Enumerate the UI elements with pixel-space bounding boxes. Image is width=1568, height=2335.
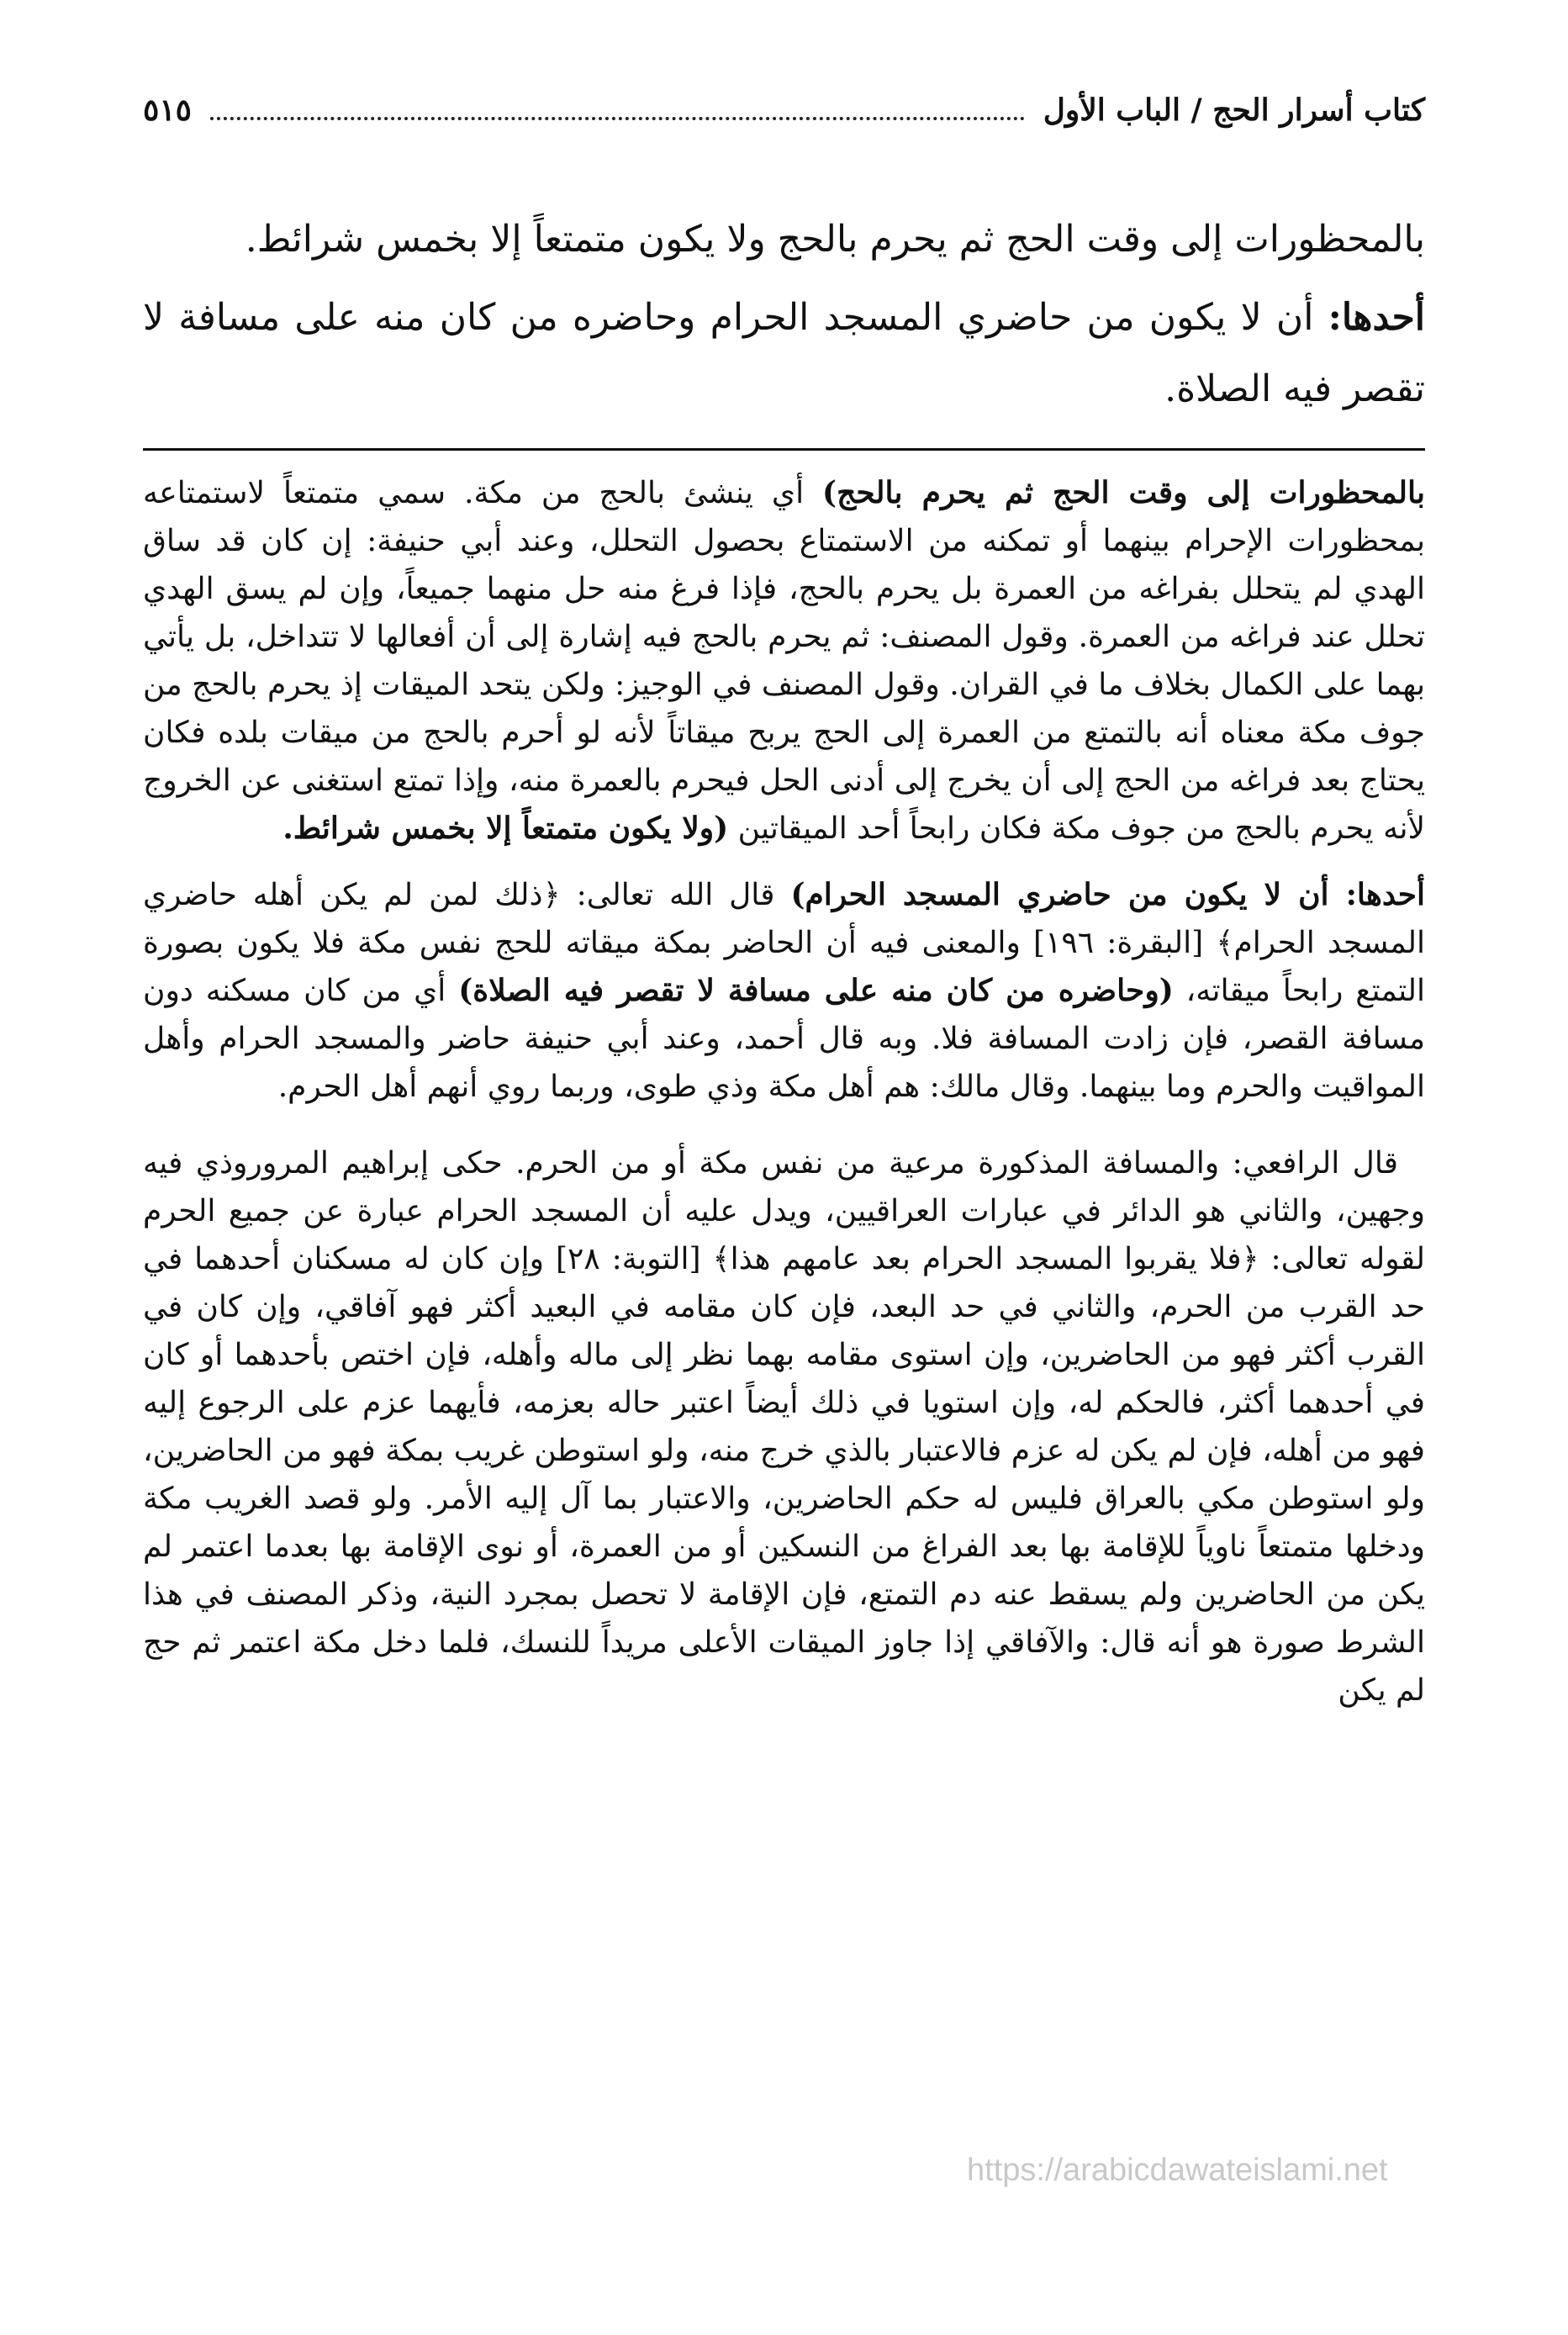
- running-header: [143, 92, 1425, 143]
- book-page: [143, 92, 1425, 1714]
- commentary-separator: [143, 448, 1425, 451]
- commentary-2-lead: أحدها: أن لا يكون من حاضري المسجد الحرام): [790, 877, 1425, 912]
- commentary-paragraph-3: قال الرافعي: والمسافة المذكورة مرعية من نفس مكة أو من الحرم. حكى إبراهيم المروروذي فيه وجهين، والثاني هو الدائر في عبارات العراقيين، ويدل عليه أن المسجد الحرام عبارة عن جميع الحرم لقوله تعالى: ﴿فلا يقربوا المسجد الحرام بعد عامهم هذا﴾ [التوبة: ٢٨] وإن كان له مسكنان أحدهما في حد القرب من الحرم، والثاني في حد البعد، فإن كان مقامه في البعيد أكثر فهو آفاقي، وإن كان في القرب أكثر فهو من الحاضرين، وإن استوى مقامه بهما نظر إلى ماله وأهله، فإن اختص بأحدهما أو كان في أحدهما أكثر، فالحكم له، وإن استويا في ذلك أيضاً اعتبر حاله بعزمه، فأيهما عزم على الرجوع إليه فهو من أهله، فإن لم يكن له عزم فالاعتبار بالذي خرج منه، ولو استوطن غريب بمكة فهو من الحاضرين، ولو استوطن مكي بالعراق فليس له حكم الحاضرين، والاعتبار بما آل إليه الأمر. ولو قصد الغريب مكة ودخلها متمتعاً ناوياً للإقامة بها بعد الفراغ من النسكين أو من العمرة، أو نوى الإقامة بها بعدما اعتمر لم يكن من الحاضرين ولم يسقط عنه دم التمتع، فإن الإقامة لا تحصل بمجرد النية، وذكر المصنف في هذا الشرط صورة هو أنه قال: والآفاقي إذا جاوز الميقات الأعلى مريداً للنسك، فلما دخل مكة اعتمر ثم حج لم يكن: [143, 1146, 1425, 1708]
- commentary-2-body-2: أي من كان مسكنه دون مسافة القصر، فإن زادت المسافة فلا. وبه قال أحمد، وعند أبي حنيفة حاضر والمسجد الحرام وأهل المواقيت والحرم وما بينهما. وقال مالك: هم أهل مكة وذي طوى، وربما روي أنهم أهل الحرم.: [143, 974, 1425, 1104]
- commentary-1-body: أي ينشئ بالحج من مكة. سمي متمتعاً لاستمتاعه بمحظورات الإحرام بينهما أو تمكنه من الاستمتاع بحصول التحلل، وعند أبي حنيفة: إن كان قد ساق الهدي لم يتحلل بفراغه من العمرة بل يحرم بالحج، فإذا فرغ منه حل منهما جميعاً، وإن لم يسق الهدي تحلل عند فراغه من العمرة. وقول المصنف: ثم يحرم بالحج فيه إشارة إلى أن أفعالها لا تتداخل، بل يأتي بهما على الكمال بخلاف ما في القران. وقول المصنف في الوجيز: ولكن يتحد الميقات إذ يحرم بالحج من جوف مكة معناه أنه بالتمتع من العمرة إلى الحج يربح ميقاتاً لأنه لو أحرم بالحج من ميقات بلده فكان يحتاج بعد فراغه من الحج إلى أن يخرج إلى أدنى الحل فيحرم بالعمرة منه، وإذا تمتع استغنى عن الخروج لأنه يحرم بالحج من جوف مكة فكان رابحاً أحد الميقاتين: [143, 476, 1425, 846]
- watermark-url: https://arabicdawateislami.net: [967, 2153, 1388, 2188]
- header-title: كتاب أسرار الحج / الباب الأول: [1043, 92, 1425, 128]
- main-paragraph-2-text: أن لا يكون من حاضري المسجد الحرام وحاضره من كان منه على مسافة لا تقصر فيه الصلاة.: [143, 296, 1425, 410]
- main-paragraph-2-lead: أحدها:: [1328, 296, 1425, 339]
- commentary-2-body-1: قال الله تعالى: ﴿ذلك لمن لم يكن أهله حاضري المسجد الحرام﴾ [البقرة: ١٩٦] والمعنى فيه أن الحاضر بمكة ميقاته للحج نفس مكة فلا يكون بصورة التمتع رابحاً ميقاته،: [143, 878, 1425, 1008]
- header-leader-dots: [210, 98, 1025, 120]
- commentary: [143, 469, 1425, 1714]
- page-number: ٥١٥: [143, 92, 193, 128]
- commentary-2-bold: (وحاضره من كان منه على مسافة لا تقصر فيه الصلاة): [458, 973, 1174, 1008]
- main-text: [143, 203, 1425, 425]
- commentary-paragraph-2: [143, 871, 1425, 1111]
- main-paragraph-2: [143, 282, 1425, 425]
- commentary-paragraph-1: [143, 469, 1425, 853]
- main-paragraph-1: بالمحظورات إلى وقت الحج ثم يحرم بالحج ولا يكون متمتعاً إلا بخمس شرائط.: [245, 218, 1425, 261]
- commentary-1-lead: بالمحظورات إلى وقت الحج ثم يحرم بالحج): [822, 475, 1425, 510]
- commentary-1-tail: (ولا يكون متمتعاً إلا بخمس شرائط.: [282, 811, 729, 846]
